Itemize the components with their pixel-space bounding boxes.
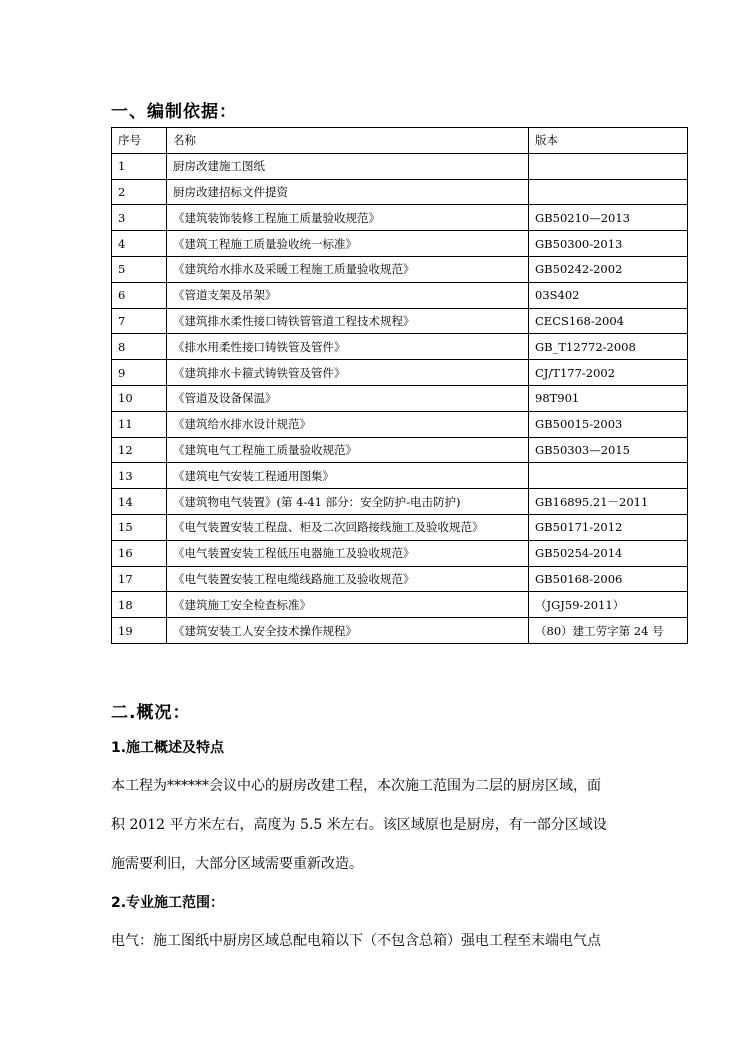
table-row — [112, 179, 688, 205]
row-version: （80）建工劳字第 24 号 — [529, 618, 688, 644]
row-name: 《排水用柔性接口铸铁管及管件》 — [167, 334, 529, 360]
table-row — [112, 231, 688, 257]
row-name: 《建筑电气安装工程通用图集》 — [167, 463, 529, 489]
table-row — [112, 489, 688, 515]
row-version: 03S402 — [529, 282, 688, 308]
row-name: 《电气装置安装工程盘、柜及二次回路接线施工及验收规范》 — [167, 514, 529, 540]
table-row — [112, 205, 688, 231]
row-version — [529, 463, 688, 489]
standards-table — [111, 127, 688, 644]
paragraph-line: 电气：施工图纸中厨房区域总配电箱以下（不包含总箱）强电工程至末端电气点 — [111, 933, 601, 949]
table-row — [112, 256, 688, 282]
table-row — [112, 411, 688, 437]
standards-table-body — [112, 128, 688, 644]
table-row — [112, 618, 688, 644]
row-version: GB50210—2013 — [529, 205, 688, 231]
row-index: 13 — [112, 463, 167, 489]
row-name: 厨房改建施工图纸 — [167, 153, 529, 179]
row-version: GB_T12772-2008 — [529, 334, 688, 360]
header-index: 序号 — [112, 128, 167, 154]
row-version: GB50300-2013 — [529, 231, 688, 257]
row-name: 《建筑电气工程施工质量验收规范》 — [167, 437, 529, 463]
row-name: 《建筑装饰装修工程施工质量验收规范》 — [167, 205, 529, 231]
table-row — [112, 437, 688, 463]
paragraph-line: 本工程为******会议中心的厨房改建工程，本次施工范围为二层的厨房区域，面 — [111, 778, 601, 794]
overview-paragraph — [111, 767, 641, 884]
header-version: 版本 — [529, 128, 688, 154]
row-name: 《建筑安装工人安全技术操作规程》 — [167, 618, 529, 644]
row-index: 9 — [112, 360, 167, 386]
row-index: 12 — [112, 437, 167, 463]
table-row — [112, 334, 688, 360]
row-index: 10 — [112, 385, 167, 411]
row-index: 7 — [112, 308, 167, 334]
table-row — [112, 385, 688, 411]
row-version: GB50168-2006 — [529, 566, 688, 592]
row-index: 8 — [112, 334, 167, 360]
table-row — [112, 282, 688, 308]
row-version: GB50242-2002 — [529, 256, 688, 282]
row-index: 2 — [112, 179, 167, 205]
table-row — [112, 153, 688, 179]
row-index: 18 — [112, 592, 167, 618]
row-name: 《建筑工程施工质量验收统一标准》 — [167, 231, 529, 257]
table-row — [112, 540, 688, 566]
row-version: GB50303—2015 — [529, 437, 688, 463]
row-index: 17 — [112, 566, 167, 592]
row-version: CJ/T177-2002 — [529, 360, 688, 386]
row-name: 《建筑排水柔性接口铸铁管管道工程技术规程》 — [167, 308, 529, 334]
row-index: 5 — [112, 256, 167, 282]
scope-paragraph — [111, 922, 641, 961]
table-row — [112, 566, 688, 592]
table-row — [112, 463, 688, 489]
table-row — [112, 360, 688, 386]
row-name: 《电气装置安装工程电缆线路施工及验收规范》 — [167, 566, 529, 592]
table-row — [112, 514, 688, 540]
paragraph-line: 施需要利旧，大部分区域需要重新改造。 — [111, 856, 363, 872]
row-name: 《建筑排水卡箍式铸铁管及管件》 — [167, 360, 529, 386]
row-name: 《建筑施工安全检查标准》 — [167, 592, 529, 618]
row-index: 15 — [112, 514, 167, 540]
subsection-scope-title: 2.专业施工范围： — [111, 895, 225, 911]
row-name: 《管道支架及吊架》 — [167, 282, 529, 308]
paragraph-line: 积 2012 平方米左右，高度为 5.5 米左右。该区域原也是厨房，有一部分区域设 — [111, 817, 607, 833]
subsection-overview-title: 1.施工概述及特点 — [111, 740, 225, 756]
row-name: 《建筑给水排水及采暖工程施工质量验收规范》 — [167, 256, 529, 282]
row-index: 3 — [112, 205, 167, 231]
row-index: 4 — [112, 231, 167, 257]
row-name: 《电气装置安装工程低压电器施工及验收规范》 — [167, 540, 529, 566]
row-version: （JGJ59-2011） — [529, 592, 688, 618]
row-version: GB50015-2003 — [529, 411, 688, 437]
row-index: 16 — [112, 540, 167, 566]
table-row — [112, 592, 688, 618]
row-index: 6 — [112, 282, 167, 308]
row-index: 14 — [112, 489, 167, 515]
row-name: 《管道及设备保温》 — [167, 385, 529, 411]
row-index: 1 — [112, 153, 167, 179]
row-version: CECS168-2004 — [529, 308, 688, 334]
row-version: GB50254-2014 — [529, 540, 688, 566]
row-name: 厨房改建招标文件提资 — [167, 179, 529, 205]
header-name: 名称 — [167, 128, 529, 154]
table-row — [112, 308, 688, 334]
row-version: GB16895.21－2011 — [529, 489, 688, 515]
row-name: 《建筑给水排水设计规范》 — [167, 411, 529, 437]
row-index: 19 — [112, 618, 167, 644]
row-version: 98T901 — [529, 385, 688, 411]
row-version: GB50171-2012 — [529, 514, 688, 540]
row-name: 《建筑物电气装置》(第 4-41 部分：安全防护-电击防护) — [167, 489, 529, 515]
row-version — [529, 179, 688, 205]
row-index: 11 — [112, 411, 167, 437]
table-header-row — [112, 128, 688, 154]
section-1-title: 一、编制依据： — [111, 102, 237, 122]
section-2-title: 二.概况： — [111, 703, 191, 723]
row-version — [529, 153, 688, 179]
